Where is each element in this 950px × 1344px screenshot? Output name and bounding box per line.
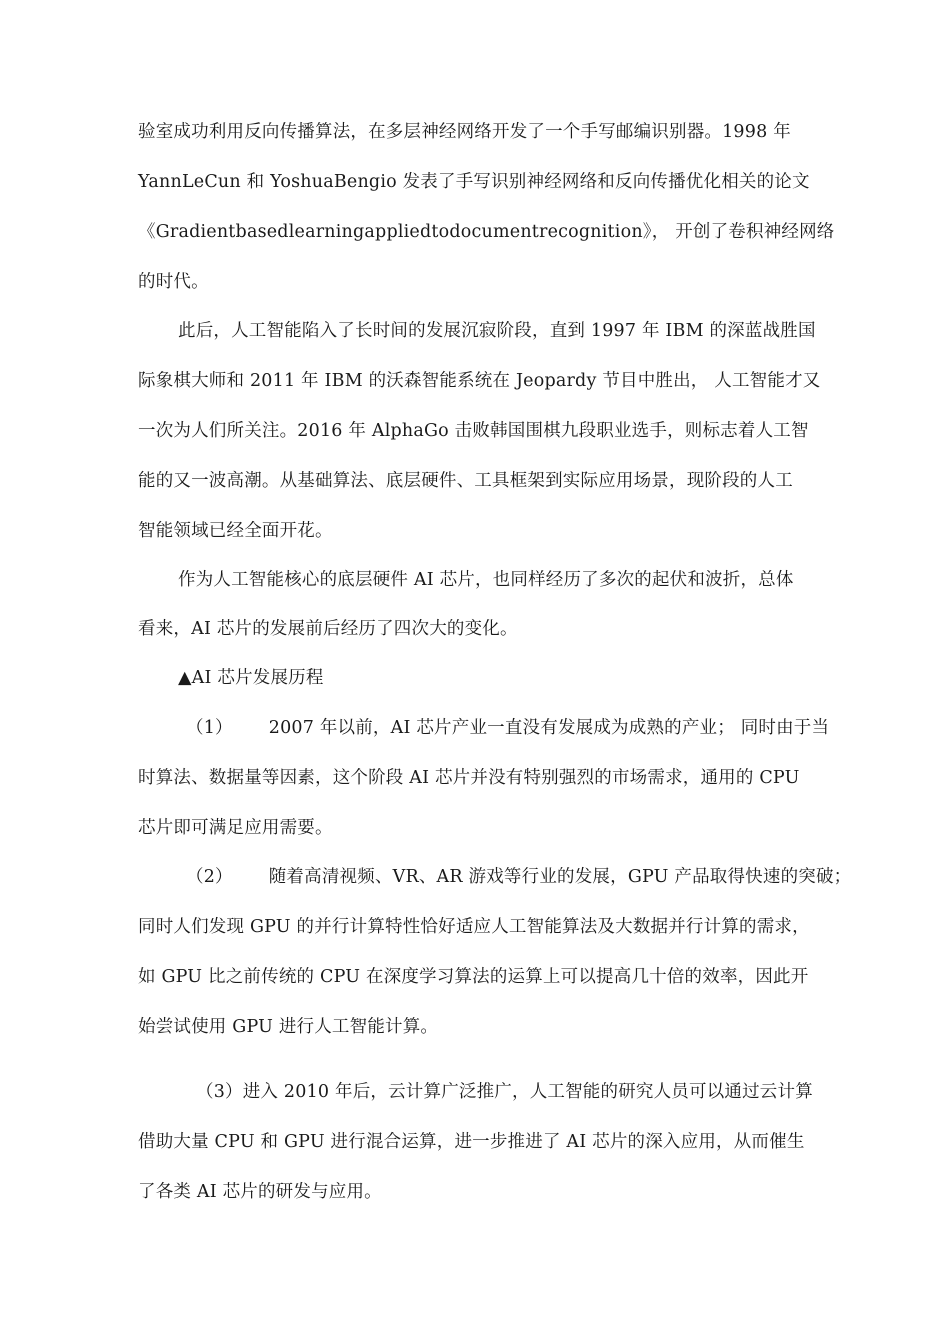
item-1-line-3: 芯片即可满足应用需要。 bbox=[138, 818, 333, 838]
item-2-number: （2） bbox=[186, 867, 233, 887]
paragraph-2-line-2: 际象棋大师和 2011 年 IBM 的沃森智能系统在 Jeopardy 节目中胜出， 人工智能才又 bbox=[138, 371, 821, 391]
item-1-first-line bbox=[186, 716, 829, 740]
item-1-number: （1） bbox=[186, 718, 233, 738]
paragraph-1-line-2: YannLeCun 和 YoshuaBengio 发表了手写识别神经网络和反向传播优化相关的论文 bbox=[138, 172, 810, 192]
item-2-line-2: 同时人们发现 GPU 的并行计算特性恰好适应人工智能算法及大数据并行计算的需求， bbox=[138, 917, 810, 937]
item-2-line-3: 如 GPU 比之前传统的 CPU 在深度学习算法的运算上可以提高几十倍的效率，因此开 bbox=[138, 967, 809, 987]
item-3-number: （3） bbox=[196, 1082, 243, 1102]
paragraph-2-line-5: 智能领域已经全面开花。 bbox=[138, 521, 333, 541]
paragraph-2-line-3: 一次为人们所关注。2016 年 AlphaGo 击败韩国围棋九段职业选手，则标志着人工智 bbox=[138, 421, 809, 441]
item-3-line-2: 借助大量 CPU 和 GPU 进行混合运算，进一步推进了 AI 芯片的深入应用，从而催生 bbox=[138, 1132, 805, 1152]
item-3-first-line bbox=[196, 1080, 813, 1104]
item-1-line-1: 2007 年以前，AI 芯片产业一直没有发展成为成熟的产业； 同时由于当 bbox=[268, 718, 830, 738]
paragraph-1-line-3: 《Gradientbasedlearningappliedtodocumentrecognition》， 开创了卷积神经网络 bbox=[138, 222, 835, 242]
paragraph-3-line-2: 看来，AI 芯片的发展前后经历了四次大的变化。 bbox=[138, 619, 518, 639]
item-3-line-3: 了各类 AI 芯片的研发与应用。 bbox=[138, 1182, 382, 1202]
item-2-first-line bbox=[186, 865, 851, 889]
figure-caption: ▲AI 芯片发展历程 bbox=[178, 668, 324, 688]
item-2-line-1: 随着高清视频、VR、AR 游戏等行业的发展，GPU 产品取得快速的突破； bbox=[268, 867, 852, 887]
paragraph-1-line-4: 的时代。 bbox=[138, 272, 209, 292]
item-3-line-1: 进入 2010 年后，云计算广泛推广，人工智能的研究人员可以通过云计算 bbox=[242, 1082, 813, 1102]
paragraph-3-line-1: 作为人工智能核心的底层硬件 AI 芯片，也同样经历了多次的起伏和波折，总体 bbox=[178, 570, 794, 590]
paragraph-2-line-4: 能的又一波高潮。从基础算法、底层硬件、工具框架到实际应用场景，现阶段的人工 bbox=[138, 471, 793, 491]
item-1-line-2: 时算法、数据量等因素，这个阶段 AI 芯片并没有特别强烈的市场需求，通用的 CPU bbox=[138, 768, 800, 788]
paragraph-1-line-1: 验室成功利用反向传播算法，在多层神经网络开发了一个手写邮编识别器。1998 年 bbox=[138, 122, 791, 142]
item-2-line-4: 始尝试使用 GPU 进行人工智能计算。 bbox=[138, 1017, 439, 1037]
paragraph-2-line-1: 此后，人工智能陷入了长时间的发展沉寂阶段，直到 1997 年 IBM 的深蓝战胜国 bbox=[178, 321, 816, 341]
